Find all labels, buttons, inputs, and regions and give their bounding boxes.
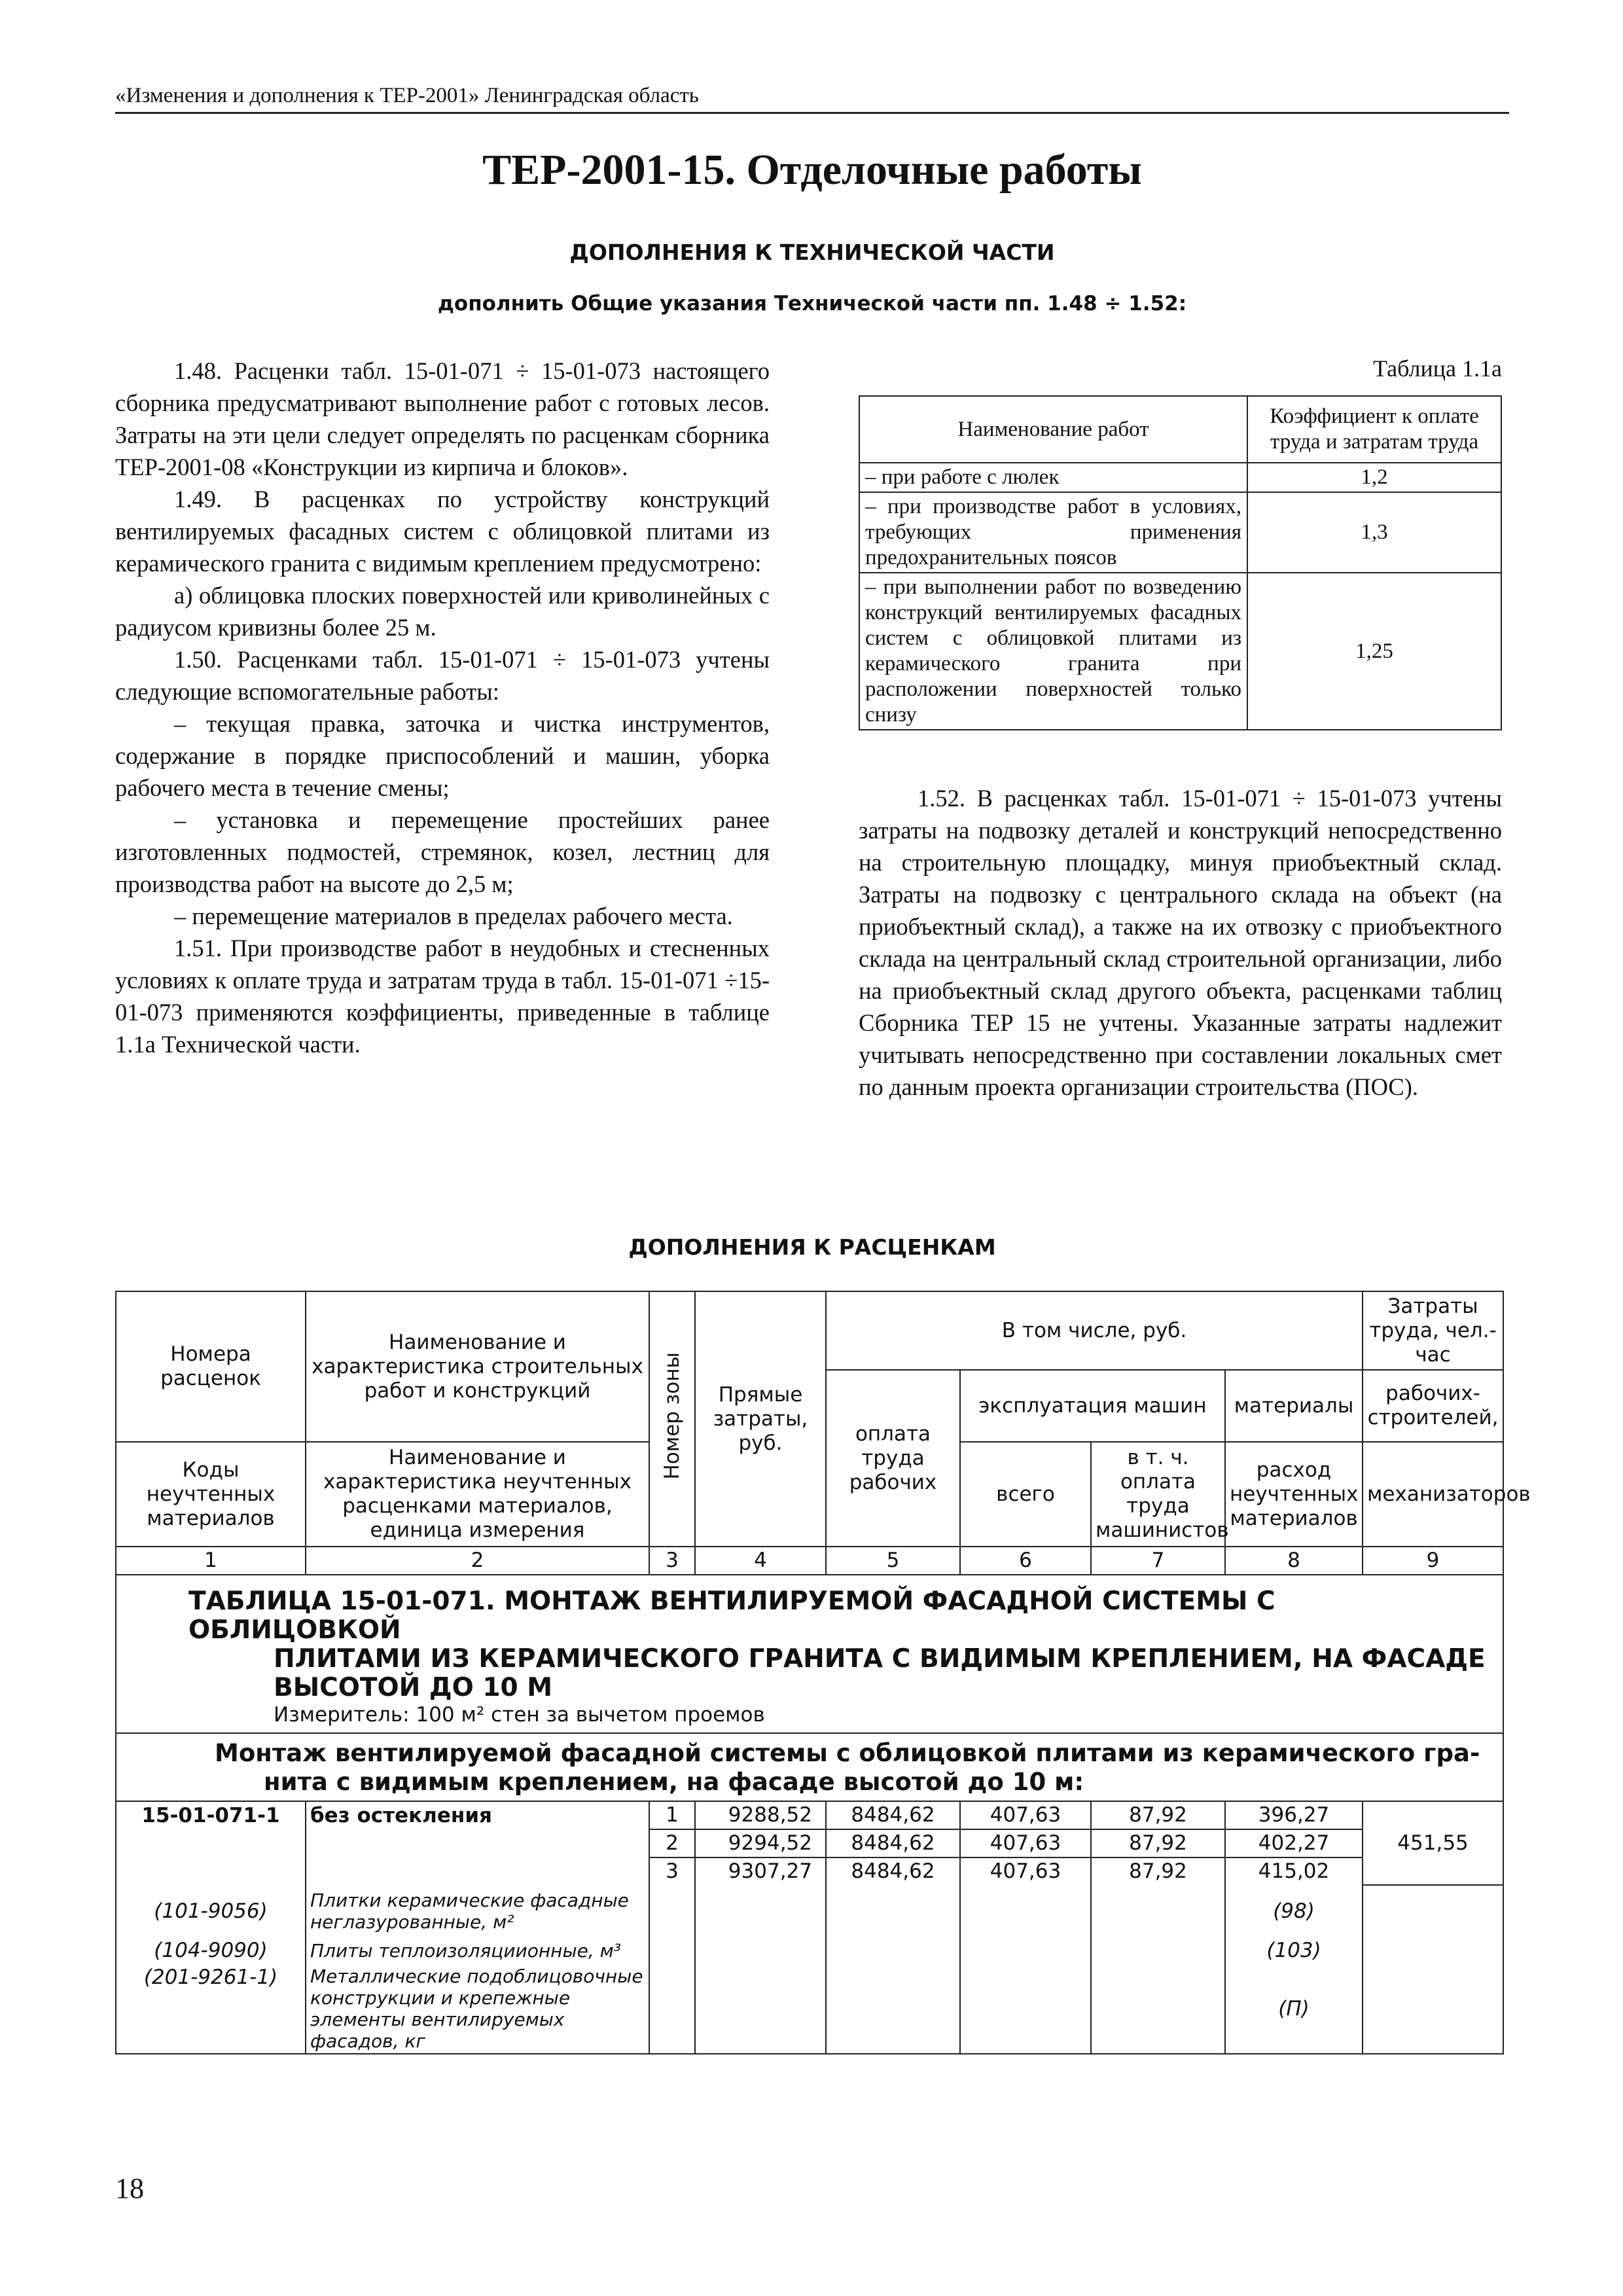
table-row: [116, 1964, 1503, 2054]
table-title: [116, 1575, 1503, 1733]
table-row: [116, 1829, 1503, 1857]
table-cell: 1,2: [1247, 463, 1501, 492]
header-codes-unaccounted: Коды неучтенных материалов: [116, 1442, 306, 1547]
material-code: (201-9261-1): [116, 1964, 306, 2054]
paragraph-1-49: 1.49. В расценках по устройству конструкций вентилируемых фасадных систем с облицовкой плитами из керамического гранита с видимым креплением предусмотрено:: [115, 486, 770, 577]
machines-cell: 407,63: [960, 1857, 1091, 1885]
column-number: 4: [695, 1547, 826, 1575]
header-machinist-wages: в т. ч. оплата труда машинистов: [1091, 1442, 1225, 1547]
column-header: Коэффициент к оплате труда и затратам труда: [1247, 396, 1501, 463]
right-column: [859, 782, 1502, 1103]
column-number: 8: [1225, 1547, 1363, 1575]
empty-cell: [960, 1885, 1091, 1937]
table-row: [859, 492, 1501, 573]
column-header: Наименование работ: [859, 396, 1247, 463]
material-code: (104-9090): [116, 1937, 306, 1964]
header-rate-codes: Номера расценок: [116, 1291, 306, 1442]
material-name: Плиты теплоизоляциионные, м³: [306, 1937, 649, 1964]
empty-cell: [826, 1885, 960, 1937]
empty-cell: [649, 1885, 695, 1937]
column-number: 2: [306, 1547, 649, 1575]
machines-cell: 407,63: [960, 1801, 1091, 1829]
section-subheading: дополнить Общие указания Технической части пп. 1.48 ÷ 1.52:: [437, 292, 1187, 315]
left-column: [115, 355, 770, 1060]
empty-cell: [1363, 1885, 1503, 1937]
table-caption: Таблица 1.1а: [1373, 355, 1502, 382]
header-labor: Затраты труда, чел.-час: [1363, 1291, 1503, 1370]
table-row: [116, 1937, 1503, 1964]
header-direct-costs: Прямые затраты, руб.: [695, 1291, 826, 1547]
empty-cell: [1091, 1964, 1225, 2054]
materials-cell: 402,27: [1225, 1829, 1363, 1857]
column-number: 9: [1363, 1547, 1503, 1575]
table-row: [116, 1885, 1503, 1937]
labor-cell: 451,55: [1363, 1801, 1503, 1885]
rate-name: без остекления: [306, 1801, 649, 1829]
page-number: 18: [115, 2172, 144, 2204]
list-item: – установка и перемещение простейших ранее изготовленных подмостей, стремянок, козел, лестниц для производства работ на высоте до 2,5 м;: [115, 806, 770, 897]
column-number: 1: [116, 1547, 306, 1575]
paragraph-1-48: 1.48. Расценки табл. 15-01-071 ÷ 15-01-073 настоящего сборника предусматривают выполнение работ с готовых лесов. Затраты на эти цели следует определять по расценкам сборника ТЕР-2001-08 «Конструкции из кирпича и блоков».: [115, 357, 770, 480]
empty-cell: [649, 1964, 695, 2054]
empty-cell: [826, 1964, 960, 2054]
table-title-line: ТАБЛИЦА 15-01-071. МОНТАЖ ВЕНТИЛИРУЕМОЙ ФАСАДНОЙ СИСТЕМЫ С ОБЛИЦОВКОЙ: [188, 1587, 1275, 1645]
coefficient-table: [859, 395, 1502, 730]
page-title: ТЕР-2001-15. Отделочные работы: [482, 146, 1142, 194]
table-cell: – при выполнении работ по возведению конструкций вентилируемых фасадных систем с облицовкой плитами из керамического гранита при расположении поверхностей только снизу: [859, 573, 1247, 730]
empty-cell: [116, 1829, 306, 1857]
machinist-wages-cell: 87,92: [1091, 1857, 1225, 1885]
material-name: Плитки керамические фасадные неглазурованные, м²: [306, 1885, 649, 1937]
material-code: (101-9056): [116, 1885, 306, 1937]
empty-cell: [1363, 1937, 1503, 1964]
zone-cell: 1: [649, 1801, 695, 1829]
empty-cell: [695, 1885, 826, 1937]
header-labor-workers: рабочих-строителей,: [1363, 1370, 1503, 1442]
zone-cell: 3: [649, 1857, 695, 1885]
running-head: «Изменения и дополнения к ТЕР-2001» Ленинградская область: [115, 84, 1509, 114]
direct-cost-cell: 9307,27: [695, 1857, 826, 1885]
materials-cell: 415,02: [1225, 1857, 1363, 1885]
section-title-line: нита с видимым креплением, на фасаде высотой до 10 м:: [264, 1768, 1084, 1796]
wages-cell: 8484,62: [826, 1829, 960, 1857]
rates-table: [115, 1291, 1531, 2054]
machinist-wages-cell: 87,92: [1091, 1829, 1225, 1857]
empty-cell: [826, 1937, 960, 1964]
list-item: – перемещение материалов в пределах рабочего места.: [174, 903, 733, 929]
header-materials-usage: расход неучтенных материалов: [1225, 1442, 1363, 1547]
column-number: 3: [649, 1547, 695, 1575]
table-row: [116, 1857, 1503, 1885]
table-cell: – при работе с люлек: [859, 463, 1247, 492]
header-including: В том числе, руб.: [826, 1291, 1363, 1370]
material-qty: (98): [1225, 1885, 1363, 1937]
machines-cell: 407,63: [960, 1829, 1091, 1857]
header-machines-total: всего: [960, 1442, 1091, 1547]
empty-cell: [649, 1937, 695, 1964]
header-machines: эксплуатация машин: [960, 1370, 1225, 1442]
column-number: 7: [1091, 1547, 1225, 1575]
paragraph-1-52: 1.52. В расценках табл. 15-01-071 ÷ 15-01-073 учтены затраты на подвозку деталей и конструкций непосредственно на строительную площадку, минуя приобъектный склад. Затраты на подвозку с центрального склада на объект (на приобъектный склад), а также на их отвозку с приобъектного склада на центральный склад строительной организации, либо на приобъектный склад другого объекта, расценками таблиц Сборника ТЕР 15 не учтены. Указанные затраты надлежит учитывать непосредственно при составлении локальных смет по данным проекта организации строительства (ПОС).: [859, 785, 1502, 1100]
table-row: [859, 573, 1501, 730]
empty-cell: [1091, 1885, 1225, 1937]
empty-cell: [1363, 1964, 1503, 2054]
zone-label: Номер зоны: [660, 1352, 684, 1480]
materials-cell: 396,27: [1225, 1801, 1363, 1829]
direct-cost-cell: 9294,52: [695, 1829, 826, 1857]
table-title-line: ПЛИТАМИ ИЗ КЕРАМИЧЕСКОГО ГРАНИТА С ВИДИМЫМ КРЕПЛЕНИЕМ, НА ФАСАДЕ: [274, 1644, 1486, 1674]
empty-cell: [116, 1857, 306, 1885]
list-item: – текущая правка, заточка и чистка инструментов, содержание в порядке приспособлений и машин, уборка рабочего места в течение смены;: [115, 710, 770, 801]
header-work-name: Наименование и характеристика строительных работ и конструкций: [306, 1291, 649, 1442]
empty-cell: [306, 1829, 649, 1857]
material-name: Металлические подоблицовочные конструкции и крепежные элементы вентилируемых фасадов, кг: [306, 1964, 649, 2054]
empty-cell: [1091, 1937, 1225, 1964]
table-title-line: ВЫСОТОЙ ДО 10 М: [274, 1673, 553, 1702]
material-qty: (103): [1225, 1937, 1363, 1964]
zone-cell: 2: [649, 1829, 695, 1857]
section-heading-technical: ДОПОЛНЕНИЯ К ТЕХНИЧЕСКОЙ ЧАСТИ: [569, 240, 1055, 265]
paragraph-1-51: 1.51. При производстве работ в неудобных и стесненных условиях к оплате труда и затратам труда в табл. 15-01-071 ÷15-01-073 применяются коэффициенты, приведенные в таблице 1.1а Технической части.: [115, 935, 770, 1058]
empty-cell: [695, 1937, 826, 1964]
table-cell: 1,3: [1247, 492, 1501, 573]
header-materials-name: Наименование и характеристика неучтенных расценками материалов, единица измерения: [306, 1442, 649, 1547]
header-labor-mechanics: механизаторов: [1363, 1442, 1503, 1547]
column-number: 6: [960, 1547, 1091, 1575]
header-zone: [649, 1291, 695, 1547]
table-cell: – при производстве работ в условиях, требующих применения предохранительных поясов: [859, 492, 1247, 573]
machinist-wages-cell: 87,92: [1091, 1801, 1225, 1829]
wages-cell: 8484,62: [826, 1857, 960, 1885]
empty-cell: [960, 1964, 1091, 2054]
column-number: 5: [826, 1547, 960, 1575]
header-materials: материалы: [1225, 1370, 1363, 1442]
header-wages: оплата труда рабочих: [826, 1370, 960, 1547]
empty-cell: [960, 1937, 1091, 1964]
paragraph-1-49-a: а) облицовка плоских поверхностей или криволинейных с радиусом кривизны более 25 м.: [115, 582, 770, 641]
measure-unit: Измеритель: 100 м² стен за вычетом проемов: [274, 1703, 765, 1727]
wages-cell: 8484,62: [826, 1801, 960, 1829]
rate-code: 15-01-071-1: [116, 1801, 306, 1829]
table-row: [116, 1801, 1503, 1829]
table-row: [859, 463, 1501, 492]
table-cell: 1,25: [1247, 573, 1501, 730]
empty-cell: [695, 1964, 826, 2054]
paragraph-1-50: 1.50. Расценками табл. 15-01-071 ÷ 15-01-073 учтены следующие вспомогательные работы:: [115, 646, 770, 705]
section-title: [116, 1733, 1503, 1801]
rates-heading: ДОПОЛНЕНИЯ К РАСЦЕНКАМ: [628, 1234, 996, 1260]
column-numbers-row: [116, 1547, 1503, 1575]
section-title-line: Монтаж вентилируемой фасадной системы с облицовкой плитами из керамического гра-: [215, 1739, 1480, 1767]
empty-cell: [306, 1857, 649, 1885]
material-qty: (П): [1225, 1964, 1363, 2054]
direct-cost-cell: 9288,52: [695, 1801, 826, 1829]
